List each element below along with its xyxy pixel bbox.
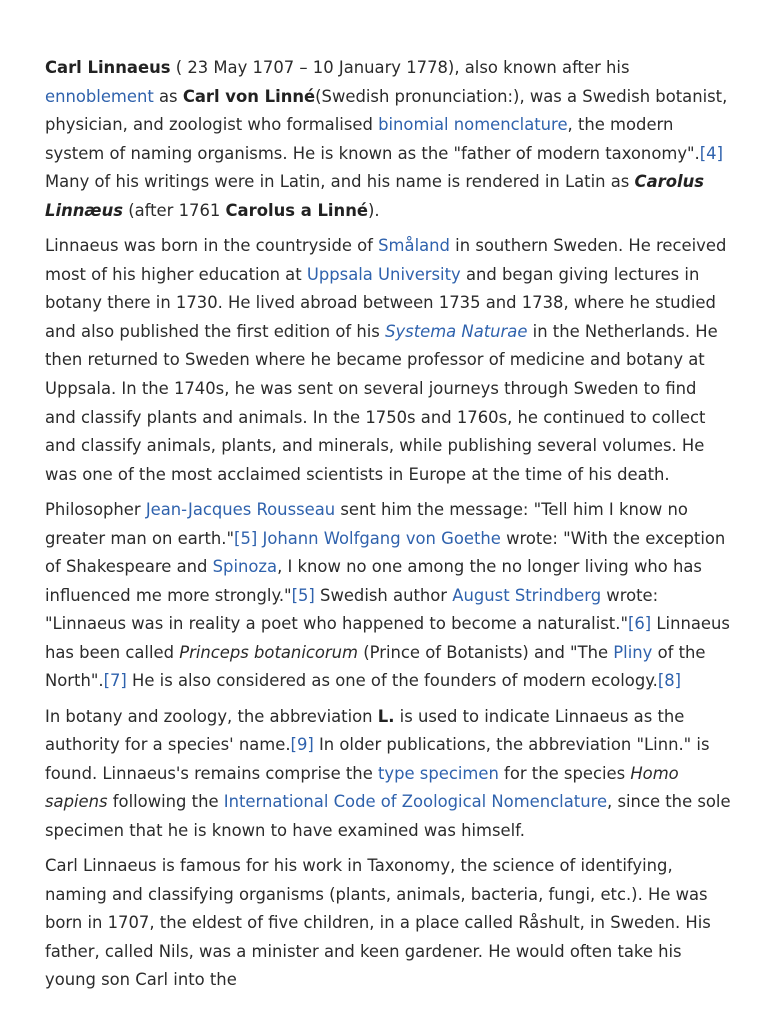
subject-name-bold: Carl Linnaeus: [45, 58, 171, 77]
text-span: as: [153, 86, 183, 106]
link-systema-naturae[interactable]: [385, 322, 527, 341]
link-smaland[interactable]: Småland: [378, 236, 450, 256]
text-span: (Prince of Botanists) and "The: [358, 642, 614, 662]
text-span: (Swedish pronunciation:), was a Swedish botanist, physician, and zoologist who formalised: [45, 86, 728, 135]
link-rousseau[interactable]: Jean-Jacques Rousseau: [145, 499, 336, 519]
abbreviation-l-bold: L.: [377, 706, 395, 726]
text-span: is used to indicate Linnaeus as the authority for a species' name.: [45, 706, 685, 755]
text-span: Carl Linnaeus is famous for his work in Taxonomy, the science of identifying, naming and classifying organisms (plants, animals, bacteria, fungi, etc.). He was born in 1707, the eldest of five children, in a place called Råshult, in Sweden. His father, called Nils, was a minister and keen gardener. He would often take his young son Carl into the: [45, 856, 711, 990]
citation-link-6[interactable]: [6]: [627, 614, 652, 634]
link-pliny[interactable]: Pliny: [613, 642, 653, 662]
text-span: Swedish author: [314, 585, 453, 605]
text-span: in the Netherlands. He then returned to Sweden where he became professor of medicine and botany at Uppsala. In the 1740s, he was sent on several journeys through Sweden to find and classify plants and animals. In the 1750s and 1760s, he continued to collect and classify animals, plants, and minerals, while publishing several volumes. He was one of the most acclaimed scientists in Europe at the time of his death.: [45, 321, 718, 484]
citation-link-4[interactable]: [4]: [699, 143, 723, 163]
paragraph-early-life: [45, 232, 732, 489]
text-span: wrote: "With the exception of Shakespeare and: [45, 528, 726, 577]
text-span: following the: [107, 792, 224, 812]
text-span: Linnaeus was born in the countryside of: [45, 236, 379, 256]
text-span: He is also considered as one of the founders of modern ecology.: [126, 671, 658, 691]
text-span: , the modern system of naming organisms. He is known as the "father of modern taxonomy".: [45, 115, 700, 163]
text-span: Linnaeus has been called: [45, 614, 730, 662]
link-type-specimen[interactable]: type specimen: [377, 763, 499, 783]
link-iczn[interactable]: International Code of Zoological Nomenclature: [223, 792, 608, 812]
text-span: of the North".: [45, 642, 706, 691]
text-span: (after 1761: [123, 200, 226, 220]
text-span: wrote: "Linnaeus was in reality a poet who happened to become a naturalist.": [45, 585, 659, 634]
latin-name-italic: Carolus Linnæus: [45, 172, 705, 220]
text-span: In older publications, the abbreviation "Linn." is found. Linnaeus's remains comprise the: [45, 735, 710, 783]
text-span: , since the sole specimen that he is known to have examined was himself.: [45, 792, 731, 840]
text-span: Philosopher: [45, 499, 146, 519]
citation-link-8[interactable]: [8]: [657, 671, 682, 691]
citation-link-7[interactable]: [7]: [103, 671, 127, 691]
text-span: for the species: [498, 763, 631, 783]
text-span: and began giving lectures in botany there in 1730. He lived abroad between 1735 and 1738, where he studied and also published the first edition of his: [45, 264, 716, 341]
paragraph-praise: [45, 496, 732, 696]
citation-link-9[interactable]: [9]: [290, 735, 314, 755]
link-binomial-nomenclature[interactable]: binomial nomenclature: [378, 115, 568, 135]
link-ennoblement[interactable]: ennoblement: [45, 86, 154, 106]
citation-link-5[interactable]: [5]: [234, 528, 258, 548]
paragraph-intro: [45, 54, 732, 226]
text-span: Many of his writings were in Latin, and his name is rendered in Latin as: [45, 172, 635, 192]
link-goethe[interactable]: Johann Wolfgang von Goethe: [262, 528, 501, 548]
citation-link-5-second[interactable]: [5]: [291, 585, 315, 605]
text-span: In botany and zoology, the abbreviation: [45, 706, 378, 726]
text-span: ( 23 May 1707 – 10 January 1778), also known after his: [170, 58, 630, 77]
latin-name-after-1761-bold: Carolus a Linné: [225, 200, 368, 220]
homo-sapiens-italic: Homo sapiens: [45, 763, 679, 812]
text-span: ).: [367, 200, 380, 220]
paragraph-taxonomy: [45, 852, 732, 995]
paragraph-abbreviation: [45, 703, 732, 846]
link-spinoza[interactable]: Spinoza: [212, 557, 278, 577]
subject-alt-name-bold: Carl von Linné: [182, 86, 316, 106]
princeps-botanicorum-italic: Princeps botanicorum: [179, 642, 359, 662]
link-uppsala-university[interactable]: Uppsala University: [306, 264, 461, 284]
text-span: sent him the message: "Tell him I know no greater man on earth.": [45, 499, 688, 548]
link-strindberg[interactable]: August Strindberg: [452, 585, 602, 605]
text-span: in southern Sweden. He received most of his higher education at: [45, 236, 727, 284]
systema-naturae-italic: Systema Naturae: [385, 321, 528, 341]
article-body: [45, 54, 732, 995]
text-span: , I know no one among the no longer living who has influenced me more strongly.": [45, 557, 702, 605]
